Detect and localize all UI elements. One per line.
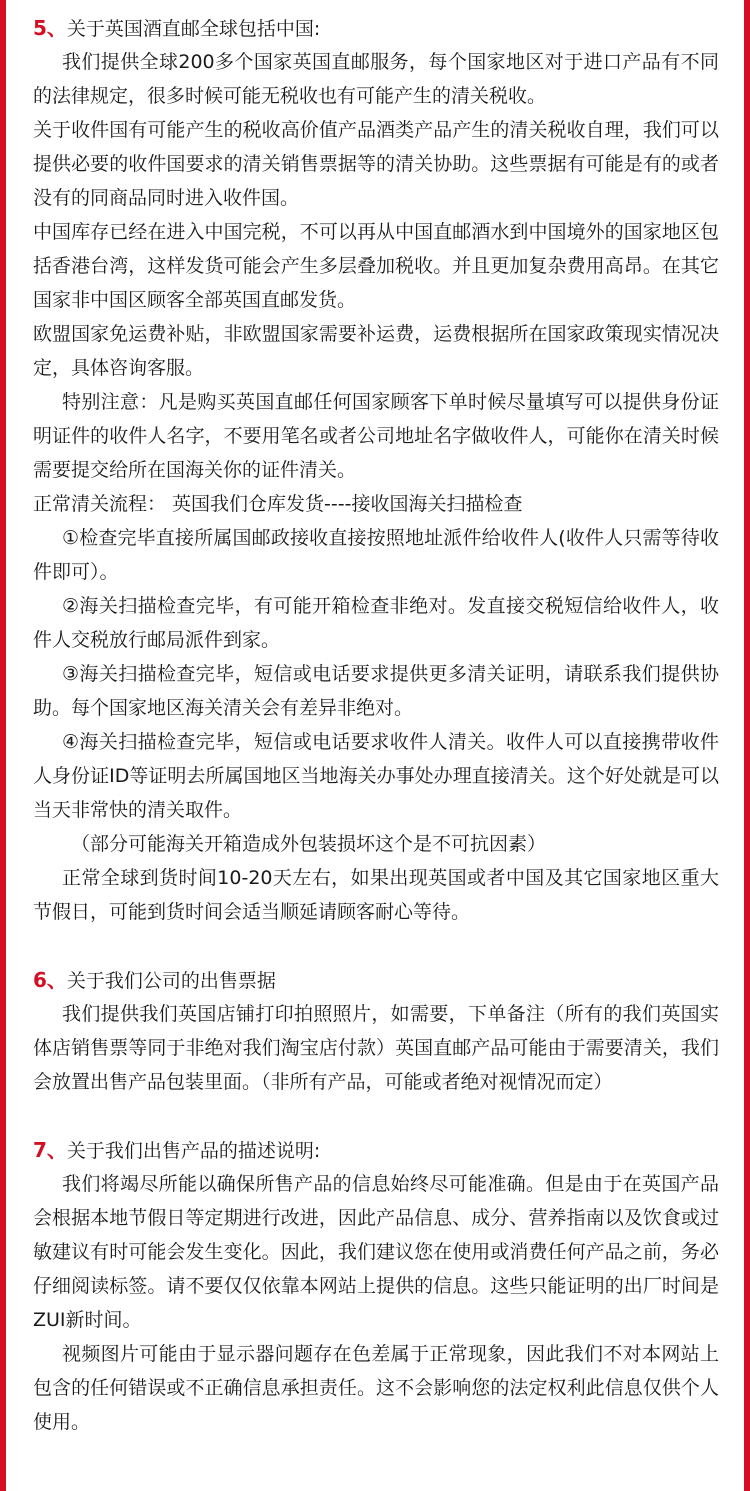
section-heading (33, 963, 719, 997)
list-item: ③海关扫描检查完毕，短信或电话要求提供更多清关证明，请联系我们提供协助。每个国家地区海关清关会有差异非绝对。 (33, 663, 719, 719)
section-number: 7、 (33, 1138, 67, 1162)
paragraph: 我们提供我们英国店铺打印拍照照片，如需要，下单备注（所有的我们英国实体店销售票等同于非绝对我们淘宝店付款）英国直邮产品可能由于需要清关，我们会放置出售产品包装里面。（非所有产品，可能或者绝对视情况而定） (33, 1003, 719, 1093)
section-sales-receipts (33, 963, 719, 1099)
section-heading (33, 11, 719, 45)
section-product-description (33, 1133, 719, 1439)
section-title: 关于我们出售产品的描述说明: (66, 1140, 321, 1162)
list-item: ①检查完毕直接所属国邮政接收直接按照地址派件给收件人(收件人只需等待收件即可）。 (33, 527, 719, 583)
section-shipping-worldwide (33, 11, 719, 929)
paragraph: 正常清关流程： 英国我们仓库发货----接收国海关扫描检查 (33, 493, 523, 515)
paragraph: 视频图片可能由于显示器问题存在色差属于正常现象，因此我们不对本网站上包含的任何错误或不正确信息承担责任。这不会影响您的法定权利此信息仅供个人使用。 (33, 1343, 719, 1433)
paragraph: 欧盟国家免运费补贴，非欧盟国家需要补运费，运费根据所在国家政策现实情况决定，具体咨询客服。 (33, 323, 719, 379)
section-number: 5、 (33, 16, 67, 40)
list-item: ②海关扫描检查完毕，有可能开箱检查非绝对。发直接交税短信给收件人，收件人交税放行邮局派件到家。 (33, 595, 719, 651)
section-number: 6、 (33, 968, 67, 992)
section-title: 关于英国酒直邮全球包括中国: (66, 18, 321, 40)
paragraph: 关于收件国有可能产生的税收高价值产品酒类产品产生的清关税收自理，我们可以提供必要的收件国要求的清关销售票据等的清关协助。这些票据有可能是有的或者没有的同商品同时进入收件国。 (33, 119, 719, 209)
paragraph: 我们提供全球200多个国家英国直邮服务，每个国家地区对于进口产品有不同的法律规定，很多时候可能无税收也有可能产生的清关税收。 (33, 51, 719, 107)
note: （部分可能海关开箱造成外包装损坏这个是不可抗因素） (71, 833, 547, 855)
right-red-border (744, 0, 750, 1491)
paragraph: 特别注意：凡是购买英国直邮任何国家顾客下单时候尽量填写可以提供身份证明证件的收件人名字，不要用笔名或者公司地址名字做收件人，可能你在清关时候需要提交给所在国海关你的证件清关。 (33, 391, 719, 481)
policy-content (33, 11, 719, 1439)
paragraph: 我们将竭尽所能以确保所售产品的信息始终尽可能准确。但是由于在英国产品会根据本地节假日等定期进行改进，因此产品信息、成分、营养指南以及饮食或过敏建议有时可能会发生变化。因此，我们建议您在使用或消费任何产品之前，务必仔细阅读标签。请不要仅仅依靠本网站上提供的信息。这些只能证明的出厂时间是ZUI新时间。 (33, 1173, 719, 1331)
section-title: 关于我们公司的出售票据 (66, 970, 276, 992)
section-heading (33, 1133, 719, 1167)
paragraph: 中国库存已经在进入中国完税，不可以再从中国直邮酒水到中国境外的国家地区包括香港台湾，这样发货可能会产生多层叠加税收。并且更加复杂费用高昂。在其它国家非中国区顾客全部英国直邮发货。 (33, 221, 719, 311)
list-item: ④海关扫描检查完毕，短信或电话要求收件人清关。收件人可以直接携带收件人身份证ID等证明去所属国地区当地海关办事处办理直接清关。这个好处就是可以当天非常快的清关取件。 (33, 731, 719, 821)
left-red-border (0, 0, 6, 1491)
paragraph: 正常全球到货时间10-20天左右，如果出现英国或者中国及其它国家地区重大节假日，可能到货时间会适当顺延请顾客耐心等待。 (33, 867, 719, 923)
